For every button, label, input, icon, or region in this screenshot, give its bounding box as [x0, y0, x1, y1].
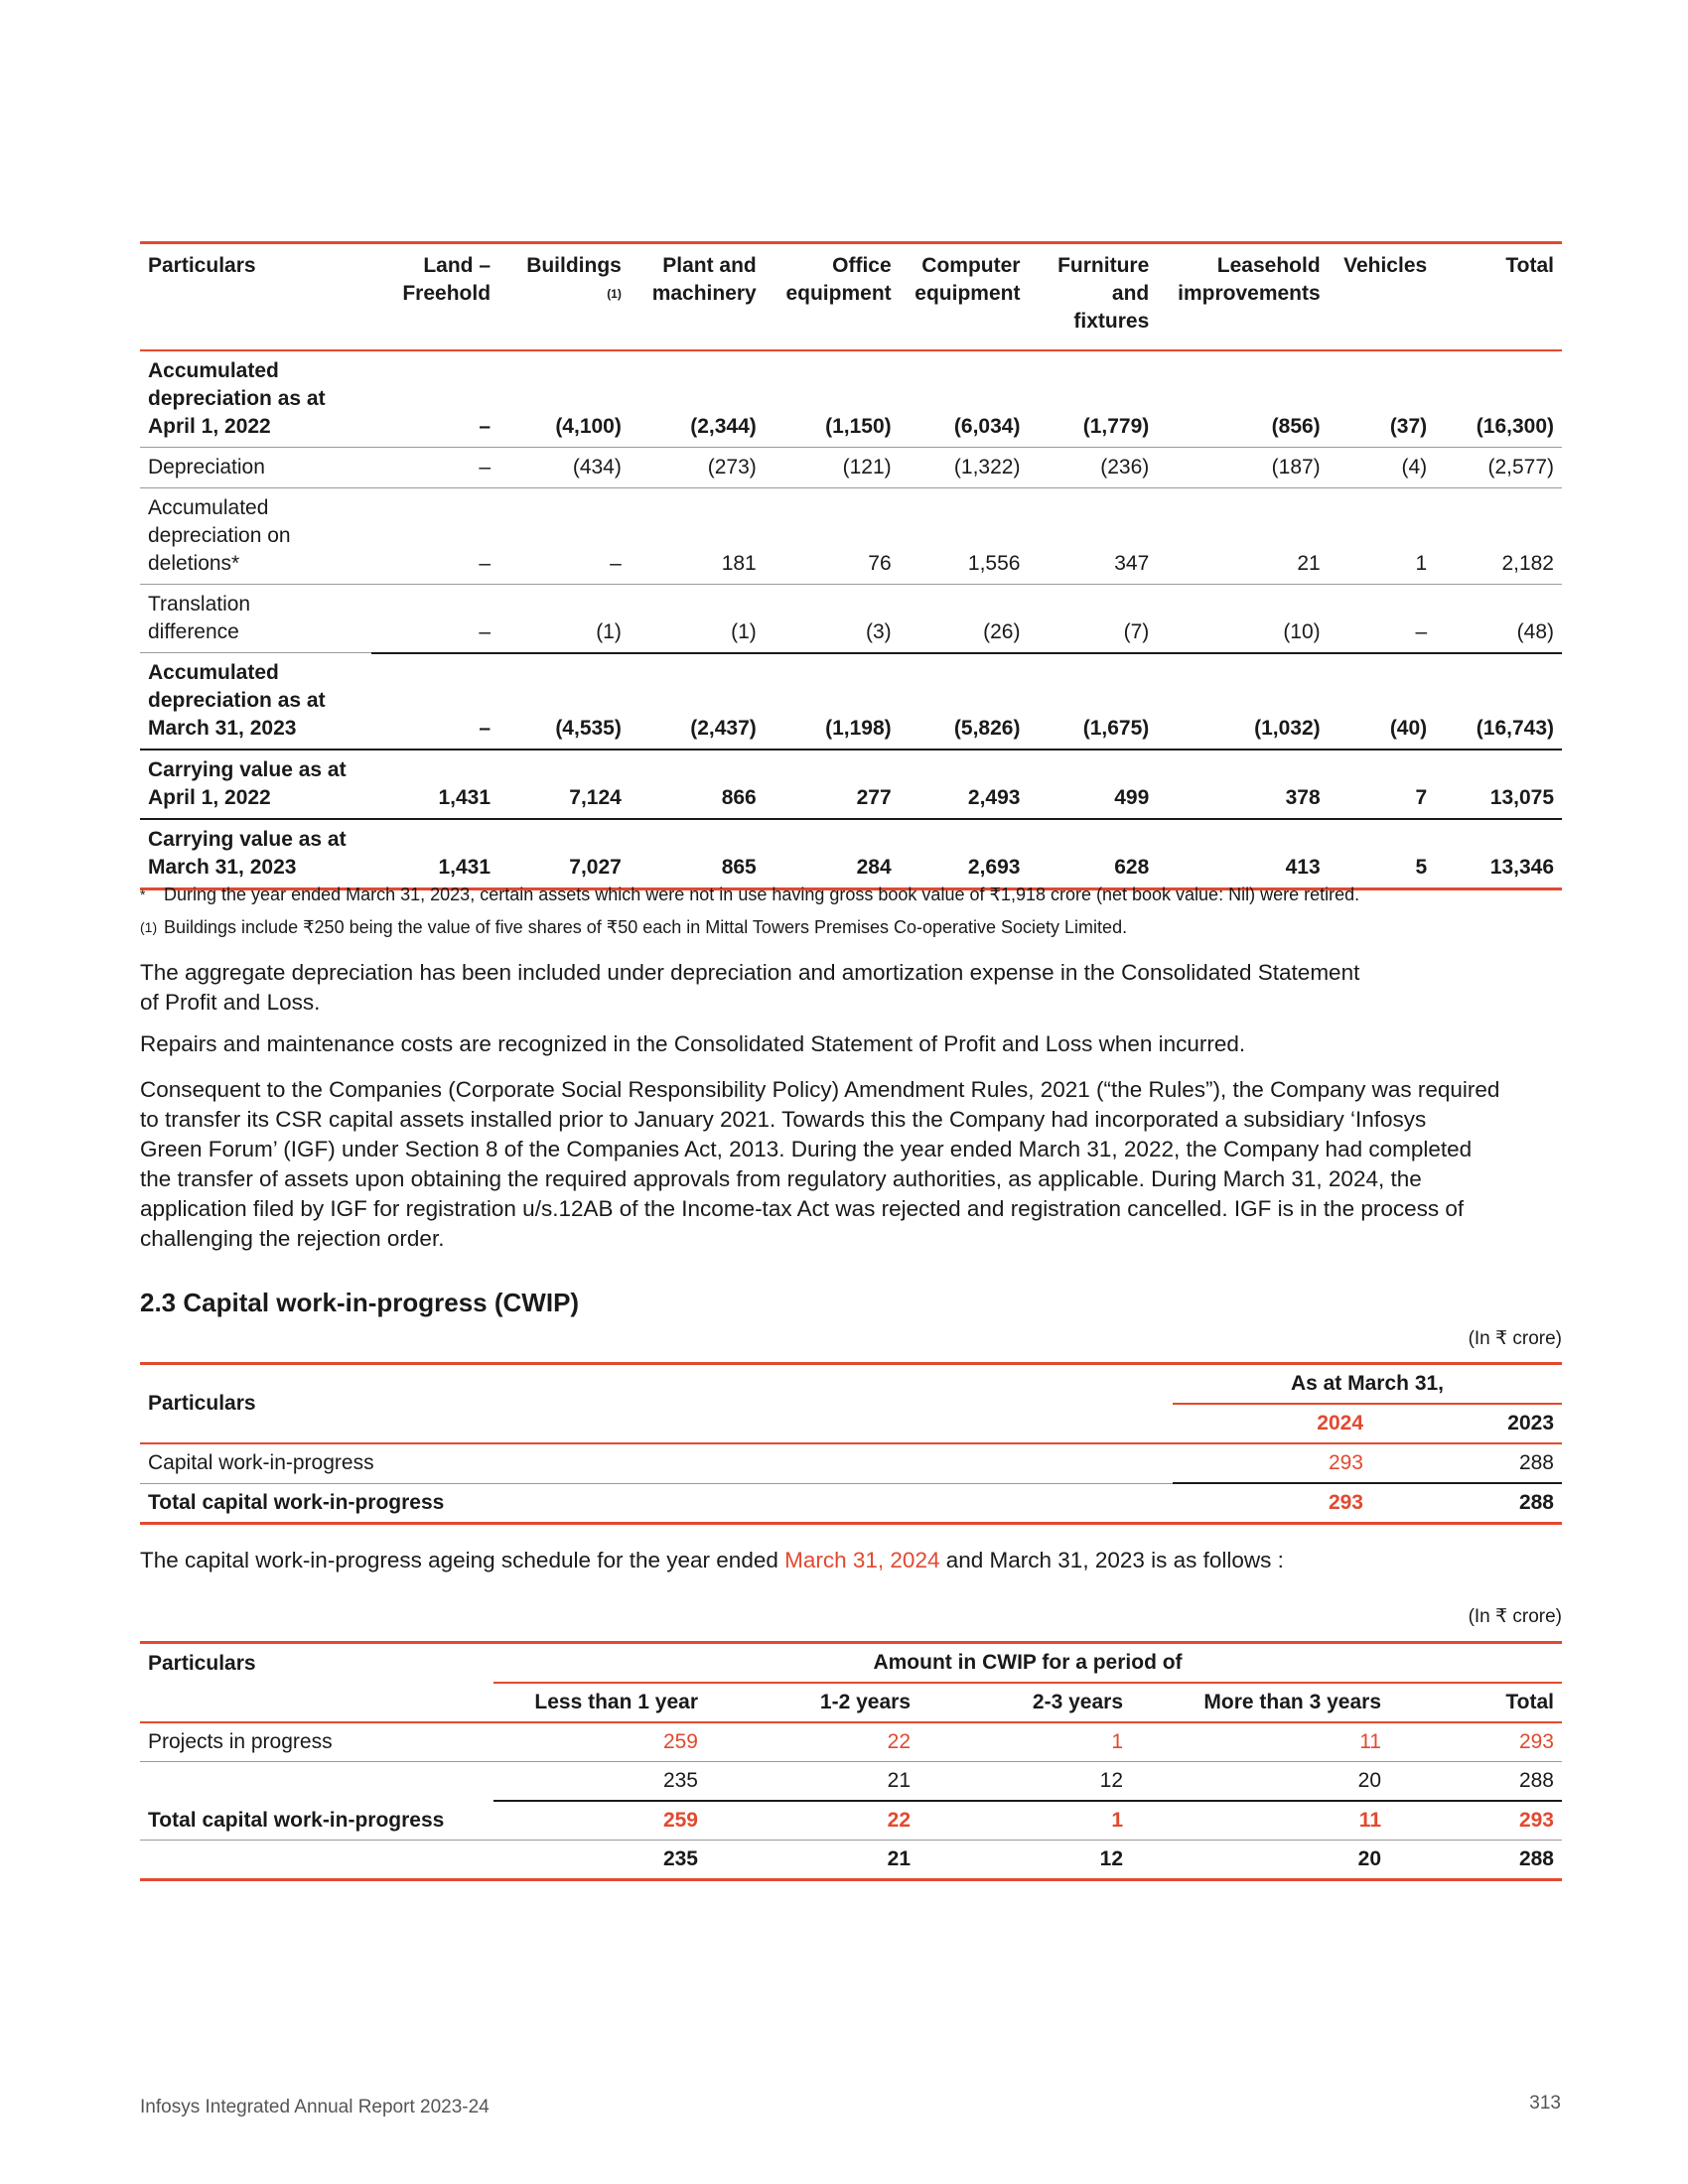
table-cell: (1,198) — [765, 653, 900, 751]
table-cell: 22 — [887, 1730, 911, 1753]
table-cell: (2,344) — [630, 350, 765, 448]
header-leasehold: Leasehold improvements — [1157, 243, 1328, 351]
table-cell: (121) — [765, 448, 900, 488]
table-cell: 20 — [1131, 1762, 1389, 1802]
table-cell: 11 — [1358, 1809, 1381, 1832]
table-cell: 1 — [1329, 488, 1436, 585]
table-row — [140, 1722, 1562, 1762]
table-cell: 866 — [630, 750, 765, 819]
row-label: Capital work-in-progress — [140, 1443, 1173, 1483]
table-cell: (856) — [1157, 350, 1328, 448]
header-vehicles: Vehicles — [1329, 243, 1436, 351]
table-cell: (187) — [1157, 448, 1328, 488]
table-cell: 499 — [1028, 750, 1157, 819]
footnote-text: Buildings include ₹250 being the value of five shares of ₹50 each in Mittal Towers Premises Co-operative Society Limited. — [164, 917, 1128, 937]
table-cell: 378 — [1157, 750, 1328, 819]
table-cell: 13,346 — [1435, 819, 1562, 889]
header-particulars: Particulars — [140, 1364, 1173, 1444]
table-cell: (26) — [900, 585, 1029, 653]
table-row — [140, 585, 1562, 653]
table-cell: (236) — [1028, 448, 1157, 488]
table-cell: 12 — [918, 1762, 1131, 1802]
table-cell: (434) — [498, 448, 630, 488]
row-label: Total capital work-in-progress — [148, 1490, 445, 1514]
row-label: Accumulated depreciation as at March 31, 2023 — [140, 653, 371, 751]
row-label: Accumulated depreciation on deletions* — [140, 488, 371, 585]
table-row — [140, 1762, 1562, 1802]
table-cell: (6,034) — [900, 350, 1029, 448]
cwip-ageing-table — [140, 1641, 1562, 1881]
table-cell: (1,675) — [1028, 653, 1157, 751]
table-row — [140, 653, 1562, 751]
table-cell: 347 — [1028, 488, 1157, 585]
paragraph-depreciation: The aggregate depreciation has been included under depreciation and amortization expense in the Consolidated Statement of Profit and Loss. — [140, 960, 1360, 1015]
header-total: Total — [1505, 1691, 1554, 1713]
paragraph-csr: Consequent to the Companies (Corporate Social Responsibility Policy) Amendment Rules, 2021 (“the Rules”), the Company was required to transfer its CSR capital assets installed prior to January 2021. Towards this the Company had incorporated a subsidiary ‘Infosys Green Forum’ (IGF) under Section 8 of the Companies Act, 2013. During the year ended March 31, 2022, the Company had completed the transfer of assets upon obtaining the required approvals from regulatory authorities, as applicable. During March 31, 2024, the application filed by IGF for registration u/s.12AB of the Income-tax Act was rejected and registration cancelled. IGF is in the process of challenging the rejection order. — [140, 1077, 1500, 1251]
table-cell: 12 — [1099, 1847, 1123, 1870]
table-cell: (16,300) — [1435, 350, 1562, 448]
table-header-row — [140, 243, 1562, 351]
table-header-row — [140, 1683, 1562, 1722]
table-cell: (4) — [1329, 448, 1436, 488]
row-label: Projects in progress — [148, 1730, 333, 1753]
table-cell: 293 — [1518, 1809, 1554, 1832]
table-cell: 7,124 — [498, 750, 630, 819]
header-year-2024: 2024 — [1173, 1404, 1371, 1443]
row-label: Carrying value as at March 31, 2023 — [140, 819, 371, 889]
table-cell: 5 — [1329, 819, 1436, 889]
header-office: Office equipment — [765, 243, 900, 351]
table-cell: 277 — [765, 750, 900, 819]
header-less-than-1-year: Less than 1 year — [534, 1691, 698, 1713]
depreciation-table — [140, 241, 1562, 890]
cwip-table — [140, 1362, 1562, 1525]
row-label — [140, 1762, 493, 1802]
header-group: Amount in CWIP for a period of — [493, 1643, 1562, 1684]
table-cell: – — [371, 585, 498, 653]
table-cell: 21 — [706, 1762, 918, 1802]
table-row — [140, 819, 1562, 889]
row-label: Carrying value as at April 1, 2022 — [140, 750, 371, 819]
table-cell: 7 — [1329, 750, 1436, 819]
table-cell: 21 — [1157, 488, 1328, 585]
table-cell: (40) — [1329, 653, 1436, 751]
section-title: 2.3 Capital work-in-progress (CWIP) — [140, 1288, 580, 1317]
table-cell: 1,431 — [371, 819, 498, 889]
unit-label: (In ₹ crore) — [1468, 1606, 1562, 1627]
table-cell: 288 — [1518, 1847, 1554, 1870]
table-cell: (3) — [765, 585, 900, 653]
footnote-mark: * — [140, 887, 146, 902]
table-row — [140, 448, 1562, 488]
table-cell: 21 — [887, 1847, 911, 1870]
table-row — [140, 1483, 1562, 1524]
header-total: Total — [1435, 243, 1562, 351]
footnote-mark: (1) — [140, 919, 158, 935]
header-land: Land – Freehold — [371, 243, 498, 351]
table-cell: 76 — [765, 488, 900, 585]
table-cell: 293 — [1328, 1491, 1363, 1514]
table-cell: (16,743) — [1435, 653, 1562, 751]
row-label: Total capital work-in-progress — [148, 1808, 445, 1832]
row-label: Translation difference — [140, 585, 371, 653]
table-row — [140, 1443, 1562, 1483]
table-cell: 2,493 — [900, 750, 1029, 819]
table-cell: (5,826) — [900, 653, 1029, 751]
table-header-row — [140, 1364, 1562, 1405]
table-cell: 865 — [630, 819, 765, 889]
footnote — [140, 883, 1562, 906]
table-cell: 1,556 — [900, 488, 1029, 585]
table-header-row — [140, 1643, 1562, 1684]
table-cell: (1) — [630, 585, 765, 653]
row-label: Depreciation — [140, 448, 371, 488]
header-2-3-years: 2-3 years — [1032, 1691, 1123, 1713]
table-cell: (2,437) — [630, 653, 765, 751]
table-cell: 20 — [1357, 1847, 1381, 1870]
table-row — [140, 350, 1562, 448]
table-cell: 1 — [1111, 1730, 1123, 1753]
table-cell: 284 — [765, 819, 900, 889]
paragraph-ageing-intro: The capital work-in-progress ageing schedule for the year ended March 31, 2024 and March 31, 2023 is as follows : — [140, 1548, 1284, 1572]
header-furniture: Furniture and fixtures — [1028, 243, 1157, 351]
table-cell: (10) — [1157, 585, 1328, 653]
table-cell: (1,779) — [1028, 350, 1157, 448]
table-cell: 259 — [662, 1730, 698, 1753]
table-cell: 22 — [887, 1809, 911, 1832]
row-label: Accumulated depreciation as at April 1, 2022 — [140, 350, 371, 448]
table-row — [140, 1841, 1562, 1880]
page-number: 313 — [1529, 2093, 1561, 2114]
table-row — [140, 750, 1562, 819]
paragraph-repairs: Repairs and maintenance costs are recognized in the Consolidated Statement of Profit and Loss when incurred. — [140, 1031, 1246, 1056]
table-cell: 235 — [662, 1847, 698, 1870]
table-cell: (48) — [1435, 585, 1562, 653]
footer-report-title: Infosys Integrated Annual Report 2023-24 — [140, 2097, 490, 2117]
table-cell: – — [371, 448, 498, 488]
table-row — [140, 488, 1562, 585]
header-year-2023: 2023 — [1371, 1404, 1562, 1443]
table-cell: 1,431 — [371, 750, 498, 819]
header-more-than-3-years: More than 3 years — [1203, 1691, 1381, 1713]
table-cell: 181 — [630, 488, 765, 585]
table-cell: (1) — [498, 585, 630, 653]
table-cell: – — [1329, 585, 1436, 653]
table-cell: (37) — [1329, 350, 1436, 448]
table-cell: 2,693 — [900, 819, 1029, 889]
table-cell: 259 — [662, 1809, 698, 1832]
table-cell: – — [371, 653, 498, 751]
table-cell: 13,075 — [1435, 750, 1562, 819]
footnotes — [140, 883, 1562, 948]
row-label — [140, 1841, 493, 1880]
table-cell: 293 — [1173, 1443, 1371, 1483]
header-particulars: Particulars — [148, 1651, 256, 1675]
table-cell: (1,150) — [765, 350, 900, 448]
footnote — [140, 915, 1562, 939]
header-plant: Plant and machinery — [630, 243, 765, 351]
table-cell: 11 — [1359, 1730, 1381, 1753]
table-cell: (4,100) — [498, 350, 630, 448]
table-cell: (1,322) — [900, 448, 1029, 488]
table-cell: 235 — [493, 1762, 706, 1802]
table-cell: 288 — [1518, 1491, 1554, 1514]
table-cell: (7) — [1028, 585, 1157, 653]
table-row — [140, 1801, 1562, 1841]
table-cell: (1,032) — [1157, 653, 1328, 751]
table-cell: 2,182 — [1435, 488, 1562, 585]
header-computer: Computer equipment — [900, 243, 1029, 351]
header-as-at: As at March 31, — [1173, 1364, 1562, 1405]
table-cell: (273) — [630, 448, 765, 488]
table-cell: 7,027 — [498, 819, 630, 889]
table-cell: 293 — [1518, 1730, 1554, 1753]
unit-label: (In ₹ crore) — [1468, 1328, 1562, 1349]
table-cell: 1 — [1111, 1809, 1123, 1832]
table-cell: 413 — [1157, 819, 1328, 889]
table-cell: 288 — [1389, 1762, 1562, 1802]
table-cell: 628 — [1028, 819, 1157, 889]
table-cell: – — [498, 488, 630, 585]
header-particulars: Particulars — [140, 243, 371, 351]
footnote-text: During the year ended March 31, 2023, certain assets which were not in use having gross book value of ₹1,918 crore (net book value: Nil) were retired. — [164, 885, 1360, 904]
table-cell: (2,577) — [1435, 448, 1562, 488]
header-1-2-years: 1-2 years — [819, 1691, 911, 1713]
table-cell: – — [371, 488, 498, 585]
table-cell: 288 — [1371, 1443, 1562, 1483]
table-cell: (4,535) — [498, 653, 630, 751]
header-buildings: Buildings $^{(1)}$ — [498, 243, 630, 351]
table-cell: – — [371, 350, 498, 448]
